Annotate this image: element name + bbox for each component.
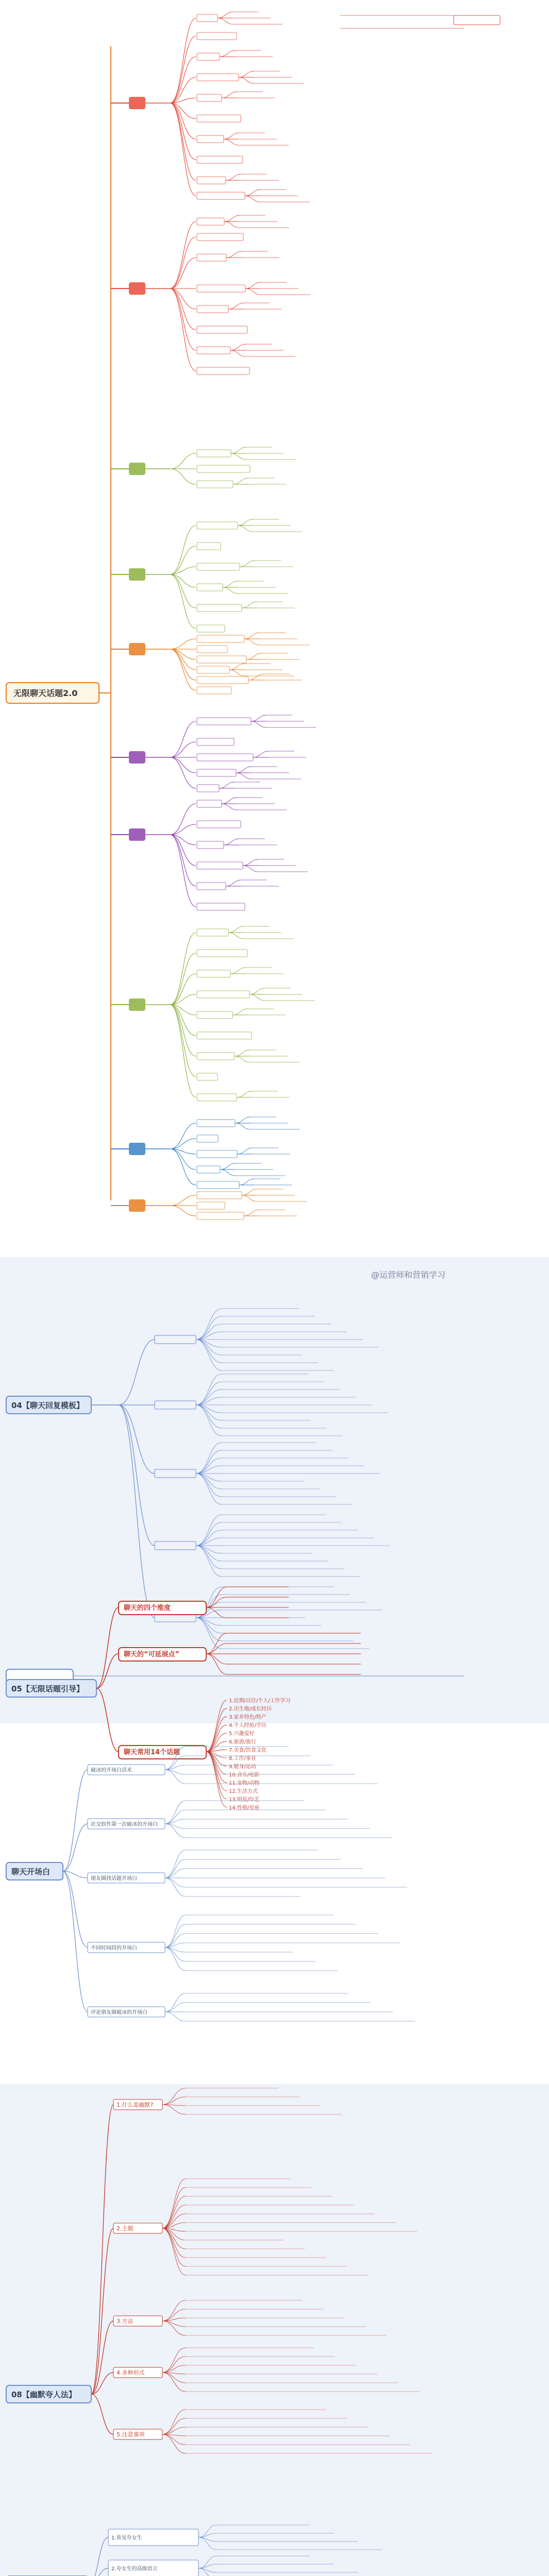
level3-link bbox=[235, 1117, 251, 1123]
level2-node bbox=[197, 1212, 244, 1219]
level2-link bbox=[170, 757, 196, 773]
level2-node bbox=[197, 1053, 235, 1060]
level2-node bbox=[197, 74, 239, 81]
humor-branch-label: 2.主题 bbox=[117, 2225, 134, 2232]
level2-link bbox=[170, 1149, 196, 1185]
branch-node bbox=[155, 1335, 196, 1344]
humor-leaf-link bbox=[162, 2196, 186, 2228]
level2-node bbox=[197, 14, 218, 22]
leaf-link bbox=[196, 1405, 222, 1436]
level2-node bbox=[197, 192, 245, 199]
level3-link bbox=[235, 1050, 250, 1056]
topic-link bbox=[206, 1733, 227, 1752]
level3-link bbox=[229, 664, 245, 670]
branch-link bbox=[119, 1405, 155, 1546]
topic-item: 11.宠物/动物 bbox=[229, 1781, 260, 1786]
level3-link bbox=[242, 602, 257, 608]
level3-link bbox=[253, 751, 269, 757]
level3-link bbox=[245, 190, 260, 196]
level2-node bbox=[197, 115, 241, 122]
level3-link bbox=[235, 1123, 251, 1129]
level2-link bbox=[170, 1005, 196, 1056]
level3-link bbox=[228, 933, 244, 939]
leaf-link bbox=[196, 1309, 222, 1340]
level2-link bbox=[170, 721, 196, 757]
leaf-link bbox=[196, 1374, 222, 1405]
leaf-link bbox=[196, 1316, 222, 1340]
level3-link bbox=[222, 92, 237, 98]
level3-link bbox=[248, 674, 264, 680]
opener-leaf-link bbox=[165, 1801, 186, 1824]
humor-leaf-link bbox=[162, 2372, 186, 2392]
level1-node bbox=[129, 751, 145, 764]
level2-node bbox=[197, 687, 231, 694]
level2-node bbox=[197, 785, 219, 792]
level2-node bbox=[197, 1120, 235, 1127]
level2-node bbox=[197, 326, 247, 333]
opener-branch-link bbox=[63, 1770, 88, 1871]
level3-link bbox=[249, 988, 265, 994]
branch-link bbox=[119, 1340, 155, 1405]
level3-link bbox=[244, 639, 260, 645]
level3-link bbox=[224, 133, 239, 139]
humor-leaf-link bbox=[162, 2418, 186, 2434]
branch-node bbox=[155, 1469, 196, 1478]
level3-link bbox=[232, 1009, 248, 1015]
level2-node bbox=[197, 347, 230, 354]
level2-node bbox=[197, 1073, 218, 1080]
opener-branch-label: 不同时间段的开场白 bbox=[91, 1945, 137, 1951]
leaf-link bbox=[196, 1473, 222, 1497]
level2-link bbox=[170, 36, 196, 103]
opener-leaf-link bbox=[165, 1924, 186, 1947]
level3-link bbox=[236, 767, 252, 773]
level2-link bbox=[170, 953, 196, 1005]
leaf-link bbox=[196, 1515, 222, 1546]
level3-link bbox=[245, 282, 261, 289]
level3-link bbox=[218, 18, 233, 24]
topic-item: 12.生活方式 bbox=[229, 1789, 258, 1794]
level1-node bbox=[129, 568, 145, 581]
level2-node bbox=[197, 841, 224, 849]
section-title-text: 08【幽默夸人法】 bbox=[11, 2390, 76, 2399]
topic-item: 6.旅游/旅行 bbox=[229, 1739, 256, 1745]
level2-link bbox=[170, 1005, 196, 1077]
level3-link bbox=[231, 447, 246, 453]
opener-branch-label: 评论朋友圈破冰的开场白 bbox=[91, 2010, 147, 2015]
level2-node bbox=[197, 625, 225, 632]
leaf-link bbox=[196, 1546, 222, 1569]
praise-branch-label: 2.夸女生的高级语言 bbox=[111, 2566, 158, 2572]
topic-item: 3.家乡特色/特产 bbox=[229, 1715, 267, 1720]
humor-branch-label: 5.注意事项 bbox=[117, 2431, 145, 2438]
level2-node bbox=[197, 821, 241, 828]
level2-node bbox=[197, 862, 243, 869]
level2-link bbox=[170, 103, 196, 196]
level2-node bbox=[197, 656, 246, 663]
level3-link bbox=[224, 222, 240, 228]
level3-link bbox=[244, 633, 260, 639]
topic-item: 2.出生地/成长经历 bbox=[229, 1706, 272, 1712]
level1-node bbox=[129, 1143, 145, 1155]
humor-leaf-link bbox=[162, 2228, 186, 2275]
level2-link bbox=[170, 57, 196, 103]
praise-branch-label: 1.常见夸女生 bbox=[111, 2535, 142, 2541]
level3-link bbox=[240, 561, 255, 567]
humor-leaf-link bbox=[162, 2434, 186, 2453]
level3-link bbox=[226, 880, 241, 886]
level2-node bbox=[197, 53, 220, 60]
level3-link bbox=[239, 1179, 255, 1185]
level3-link bbox=[245, 289, 261, 295]
dimension-link bbox=[206, 1587, 227, 1607]
opener-leaf-link bbox=[165, 1947, 186, 1971]
level2-node bbox=[197, 604, 242, 612]
level2-node bbox=[197, 1032, 252, 1039]
level2-link bbox=[170, 1123, 196, 1149]
level3-link bbox=[220, 1170, 236, 1176]
level2-node bbox=[197, 1150, 237, 1158]
level3-link bbox=[237, 1148, 253, 1154]
opener-leaf-link bbox=[165, 1850, 186, 1878]
level2-link bbox=[170, 222, 196, 289]
topic-item: 14.性格/星座 bbox=[229, 1805, 260, 1811]
branch-link bbox=[119, 1405, 155, 1618]
level1-node bbox=[129, 1199, 145, 1212]
topic-branch-label: 聊天的“可延展点” bbox=[124, 1651, 180, 1658]
level3-link bbox=[243, 866, 258, 872]
level2-node bbox=[197, 991, 249, 998]
level3-link bbox=[218, 12, 233, 18]
level3-link bbox=[223, 581, 238, 587]
opener-leaf-link bbox=[165, 1824, 186, 1838]
level3-link bbox=[245, 196, 260, 202]
level3-link bbox=[244, 1210, 259, 1216]
leaf-link bbox=[196, 1458, 222, 1473]
level1-node bbox=[129, 282, 145, 295]
humor-leaf-link bbox=[162, 2321, 186, 2327]
level2-node bbox=[197, 156, 243, 163]
level2-link bbox=[170, 289, 196, 350]
humor-branch-label: 4.多种形式 bbox=[117, 2369, 145, 2376]
leaf-link bbox=[196, 1340, 222, 1370]
root-title: 无限聊天话题2.0 bbox=[13, 688, 78, 698]
level3-link bbox=[220, 1163, 236, 1170]
level2-link bbox=[170, 742, 196, 757]
level1-node bbox=[129, 97, 145, 109]
leaf-link bbox=[196, 1522, 222, 1546]
level3-link bbox=[226, 174, 241, 180]
leaf-link bbox=[196, 1340, 222, 1355]
level3-link bbox=[239, 77, 254, 83]
level2-node bbox=[197, 306, 228, 313]
opener-leaf-link bbox=[165, 2012, 186, 2021]
level3-link bbox=[251, 715, 267, 721]
leaf-link bbox=[196, 1340, 222, 1363]
level2-node bbox=[197, 233, 243, 241]
topic-item: 9.健身/运动 bbox=[229, 1764, 256, 1770]
level2-link bbox=[170, 1139, 196, 1149]
level3-link bbox=[228, 303, 244, 309]
leaf-link bbox=[196, 1473, 222, 1489]
level2-node bbox=[197, 1166, 220, 1173]
topic-item: 4.个人经验/学历 bbox=[229, 1723, 267, 1728]
level2-link bbox=[170, 757, 196, 788]
level2-node bbox=[197, 465, 250, 472]
level2-node bbox=[197, 563, 240, 570]
extend-link bbox=[206, 1633, 227, 1654]
humor-leaf-link bbox=[162, 2228, 186, 2258]
level2-node bbox=[197, 883, 226, 890]
level2-link bbox=[170, 649, 196, 670]
level2-link bbox=[170, 237, 196, 289]
level2-link bbox=[170, 649, 196, 690]
level1-node bbox=[129, 643, 145, 655]
opener-leaf-link bbox=[165, 2003, 186, 2012]
leaf-link bbox=[196, 1405, 222, 1420]
level2-node bbox=[197, 285, 245, 292]
humor-leaf-link bbox=[162, 2357, 186, 2372]
level2-node bbox=[197, 1202, 225, 1209]
level2-node bbox=[197, 177, 226, 184]
level2-node bbox=[197, 543, 221, 550]
level2-node bbox=[197, 676, 248, 684]
level2-node bbox=[197, 718, 251, 725]
level2-node bbox=[197, 903, 245, 910]
opener-leaf-link bbox=[165, 1878, 186, 1896]
level2-node bbox=[197, 929, 228, 936]
topic-item: 8.工作/事业 bbox=[229, 1756, 256, 1761]
opener-leaf-link bbox=[165, 1859, 186, 1878]
level2-node bbox=[197, 1181, 239, 1189]
opener-branch-link bbox=[63, 1824, 88, 1871]
level2-node bbox=[197, 135, 224, 143]
level2-link bbox=[170, 289, 196, 330]
leaf-link bbox=[196, 1405, 222, 1428]
level2-link bbox=[170, 835, 196, 886]
level1-node bbox=[129, 828, 145, 841]
level2-node bbox=[197, 950, 247, 957]
level2-link bbox=[170, 835, 196, 907]
level3-link bbox=[242, 1195, 257, 1201]
level2-link bbox=[170, 574, 196, 608]
leaf-link bbox=[196, 1618, 222, 1633]
level2-node bbox=[197, 450, 231, 457]
topic-link bbox=[206, 1708, 227, 1752]
humor-branch-label: 1.什么是幽默? bbox=[117, 2102, 154, 2108]
humor-leaf-link bbox=[162, 2188, 186, 2228]
level2-node bbox=[197, 367, 249, 375]
praise-branch-link bbox=[89, 2568, 108, 2576]
level2-node bbox=[197, 1192, 242, 1199]
level3-link bbox=[224, 839, 239, 845]
level2-link bbox=[170, 649, 196, 680]
topic-link bbox=[206, 1725, 227, 1752]
opener-branch-label: 破冰的开场白话术 bbox=[91, 1768, 132, 1773]
level2-link bbox=[170, 469, 196, 484]
level2-link bbox=[170, 1206, 196, 1216]
level2-link bbox=[170, 1005, 196, 1097]
leaf-link bbox=[196, 1618, 222, 1641]
level2-node bbox=[197, 800, 222, 807]
topic-item: 10.音乐/电影 bbox=[229, 1772, 260, 1778]
level3-link bbox=[246, 653, 262, 659]
leaf-link bbox=[196, 1546, 222, 1577]
level2-link bbox=[170, 933, 196, 1005]
humor-branch-link bbox=[91, 2105, 113, 2394]
level3-link bbox=[243, 859, 258, 866]
level2-node bbox=[197, 522, 238, 529]
level2-node bbox=[197, 1135, 218, 1142]
topic-branch-label: 聊天的四个维度 bbox=[124, 1604, 171, 1612]
level2-node bbox=[197, 635, 244, 642]
level3-link bbox=[251, 721, 267, 727]
level2-link bbox=[170, 103, 196, 180]
level3-link bbox=[222, 804, 237, 810]
humor-leaf-link bbox=[162, 2097, 186, 2105]
level2-link bbox=[170, 103, 196, 139]
humor-branch-label: 3.方法 bbox=[117, 2318, 134, 2325]
humor-leaf-link bbox=[162, 2105, 186, 2114]
leaf-link bbox=[196, 1324, 222, 1340]
level2-link bbox=[170, 1195, 196, 1206]
opener-leaf-link bbox=[165, 1915, 186, 1947]
topic-branch-link bbox=[96, 1654, 119, 1688]
topic-item: 5.兴趣爱好 bbox=[229, 1731, 255, 1737]
level3-link bbox=[239, 71, 254, 77]
humor-leaf-link bbox=[162, 2321, 186, 2335]
branch-node bbox=[155, 1401, 196, 1409]
level3-link bbox=[219, 782, 235, 788]
level2-node bbox=[197, 32, 237, 40]
level3-link bbox=[233, 478, 248, 484]
branch-link bbox=[119, 1405, 155, 1473]
topic-branch-link bbox=[96, 1688, 119, 1752]
level1-node bbox=[129, 998, 145, 1011]
level3-link bbox=[220, 50, 235, 57]
topic-link bbox=[206, 1752, 227, 1783]
topic-item: 13.明星/综艺 bbox=[229, 1797, 260, 1803]
leaf-link bbox=[196, 1546, 222, 1561]
level2-node bbox=[197, 584, 223, 591]
level2-node bbox=[197, 218, 224, 225]
level2-link bbox=[170, 453, 196, 469]
level3-link bbox=[226, 251, 242, 258]
level2-link bbox=[170, 77, 196, 103]
opener-branch-link bbox=[63, 1871, 88, 2012]
level3-link bbox=[223, 587, 238, 594]
level3-link bbox=[249, 994, 265, 1001]
topic-item: 1.近期/以往/个人/工作学习 bbox=[229, 1698, 291, 1704]
leaf-link bbox=[196, 1450, 222, 1473]
level3-link bbox=[230, 968, 246, 974]
topic-link bbox=[206, 1752, 227, 1807]
level3-link bbox=[230, 344, 246, 350]
leaf-link bbox=[196, 1382, 222, 1405]
humor-leaf-link bbox=[162, 2088, 186, 2105]
secondary-watermark: @运营师和营销学习 bbox=[371, 1270, 446, 1280]
level3-link bbox=[237, 1091, 252, 1097]
header-node bbox=[454, 15, 500, 25]
level3-link bbox=[229, 670, 245, 676]
level2-link bbox=[170, 289, 196, 371]
extend-link bbox=[206, 1654, 227, 1664]
opener-leaf-link bbox=[165, 1770, 186, 1784]
leaf-link bbox=[196, 1389, 222, 1405]
level2-link bbox=[170, 639, 196, 649]
level3-link bbox=[224, 215, 240, 222]
opener-leaf-link bbox=[165, 1993, 186, 2012]
leaf-link bbox=[196, 1473, 222, 1504]
humor-leaf-link bbox=[162, 2214, 186, 2228]
opener-branch-label: 朋友圈找话题开场白 bbox=[91, 1876, 137, 1882]
level2-node bbox=[197, 481, 233, 488]
level3-link bbox=[238, 526, 253, 532]
level1-node bbox=[129, 463, 145, 475]
level3-link bbox=[222, 798, 237, 804]
opener-leaf-link bbox=[165, 1878, 186, 1887]
level3-link bbox=[238, 519, 253, 526]
level3-link bbox=[235, 1056, 250, 1062]
humor-branch-link bbox=[91, 2394, 113, 2434]
topic-branch-label: 聊天常用14个话题 bbox=[124, 1749, 180, 1756]
level2-node bbox=[197, 254, 226, 261]
level3-link bbox=[236, 773, 252, 779]
leaf-link bbox=[196, 1618, 222, 1649]
opener-leaf-link bbox=[165, 1869, 186, 1878]
level2-node bbox=[197, 666, 229, 673]
level3-link bbox=[242, 1189, 257, 1195]
level2-node bbox=[197, 94, 222, 101]
level2-node bbox=[197, 738, 234, 745]
level2-link bbox=[170, 804, 196, 835]
level2-node bbox=[197, 754, 253, 761]
leaf-link bbox=[196, 1530, 222, 1546]
level3-link bbox=[224, 139, 239, 145]
opener-branch-link bbox=[63, 1871, 88, 1947]
level3-link bbox=[228, 926, 244, 933]
section-title-text: 04【聊天回复模板】 bbox=[11, 1401, 84, 1410]
extend-link bbox=[206, 1654, 227, 1674]
level3-link bbox=[230, 350, 246, 357]
section-title-text: 05【无限话题引导】 bbox=[11, 1684, 84, 1693]
leaf-link bbox=[196, 1443, 222, 1473]
level2-link bbox=[170, 574, 196, 629]
branch-node bbox=[155, 1541, 196, 1550]
level2-node bbox=[197, 646, 227, 653]
praise-branch-link bbox=[89, 2537, 108, 2576]
opener-branch-label: 社交软件第一次破冰的开场白 bbox=[91, 1822, 158, 1827]
level2-node bbox=[197, 970, 230, 977]
dimension-link bbox=[206, 1607, 227, 1618]
level2-node bbox=[197, 1094, 237, 1101]
section-title-text: 聊天开场白 bbox=[11, 1867, 51, 1876]
level2-node bbox=[197, 1011, 232, 1019]
topic-item: 7.美食/饮食文化 bbox=[229, 1748, 267, 1753]
level2-node bbox=[197, 769, 236, 776]
level3-link bbox=[231, 453, 246, 460]
level2-link bbox=[170, 824, 196, 835]
